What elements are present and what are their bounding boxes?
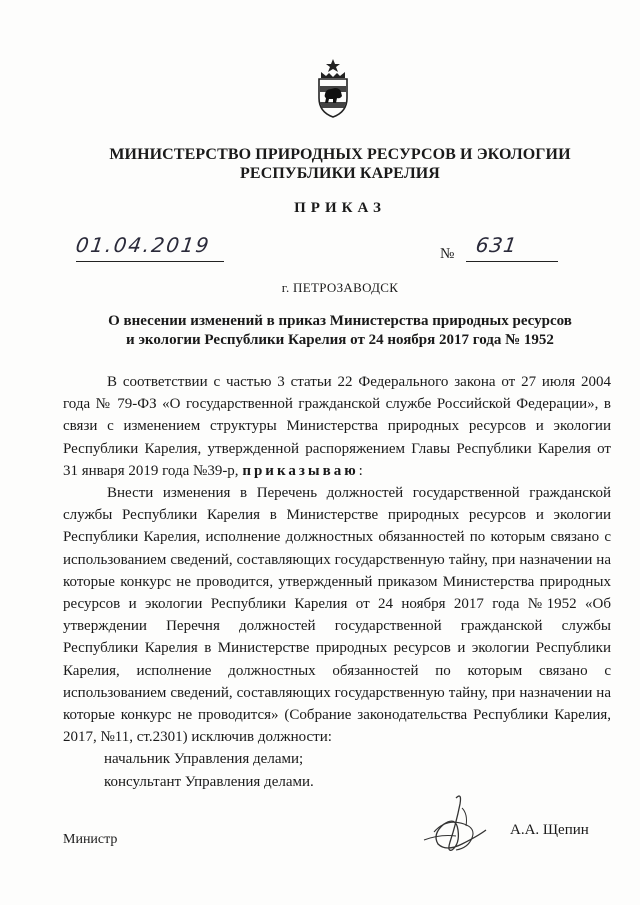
- order-number: 631: [474, 233, 519, 257]
- ministry-title-line1: МИНИСТЕРСТВО ПРИРОДНЫХ РЕСУРСОВ И ЭКОЛОГИИ: [109, 146, 571, 163]
- order-date-field: [76, 233, 224, 262]
- body-paragraph-2: Внести изменения в Перечень должностей государственной гражданской службы Республики Карелия в Министерстве природных ресурсов и экологии Республики Карелия, исполнение должностных обязанностей по которым связано с использованием сведений, составляющих государственную тайну, при назначении на которые конкурс не проводится, утвержденный приказом Министерства природных ресурсов и экологии Республики Карелия от 24 ноября 2017 года №1952 «Об утверждении Перечня должностей государственной гражданской службы Республики Карелия в Министерстве природных ресурсов и экологии Республики Карелия, исполнение должностных обязанностей по которым связано с использованием сведений, составляющих государственную тайну, при назначении на которые конкурс не проводится» (Собрание законодательства Республики Карелия, 2017, №11, ст.2301) исключив должности:: [63, 485, 611, 746]
- body-paragraph-1: [63, 371, 611, 482]
- ministry-title-line2: РЕСПУБЛИКИ КАРЕЛИЯ: [240, 165, 440, 182]
- coat-of-arms-icon: [313, 58, 353, 118]
- ministry-title: [60, 145, 620, 183]
- body-paragraph-1-text: В соответствии с частью 3 статьи 22 Федерального закона от 27 июля 2004 года № 79-ФЗ «О государственной гражданской службе Российской Федерации», в связи с изменением структуры Министерства природных ресурсов и экологии Республики Карелия, утвержденной распоряжением Главы Республики Карелия от 31 января 2019 года №39-р,: [63, 374, 611, 479]
- order-body: [63, 371, 611, 793]
- excluded-position-item: начальник Управления делами;: [104, 751, 304, 768]
- order-word: приказываю: [242, 462, 359, 479]
- city: г. ПЕТРОЗАВОДСК: [281, 280, 399, 295]
- excluded-position-item: консультант Управления делами.: [104, 773, 314, 790]
- handwritten-signature-icon: [416, 790, 506, 870]
- order-date: 01.04.2019: [74, 233, 213, 257]
- order-number-field: [466, 233, 558, 262]
- order-title: ПРИКАЗ: [294, 200, 386, 216]
- order-subject: [60, 312, 620, 350]
- signatory-name: А.А. Щепин: [510, 822, 589, 838]
- signatory-position: Министр: [63, 832, 118, 847]
- order-number-label: №: [440, 246, 455, 262]
- order-subject-line1: О внесении изменений в приказ Министерства природных ресурсов: [108, 313, 572, 329]
- body-paragraph-1-end: :: [358, 462, 363, 479]
- order-subject-line2: и экологии Республики Карелия от 24 ноября 2017 года № 1952: [126, 332, 554, 348]
